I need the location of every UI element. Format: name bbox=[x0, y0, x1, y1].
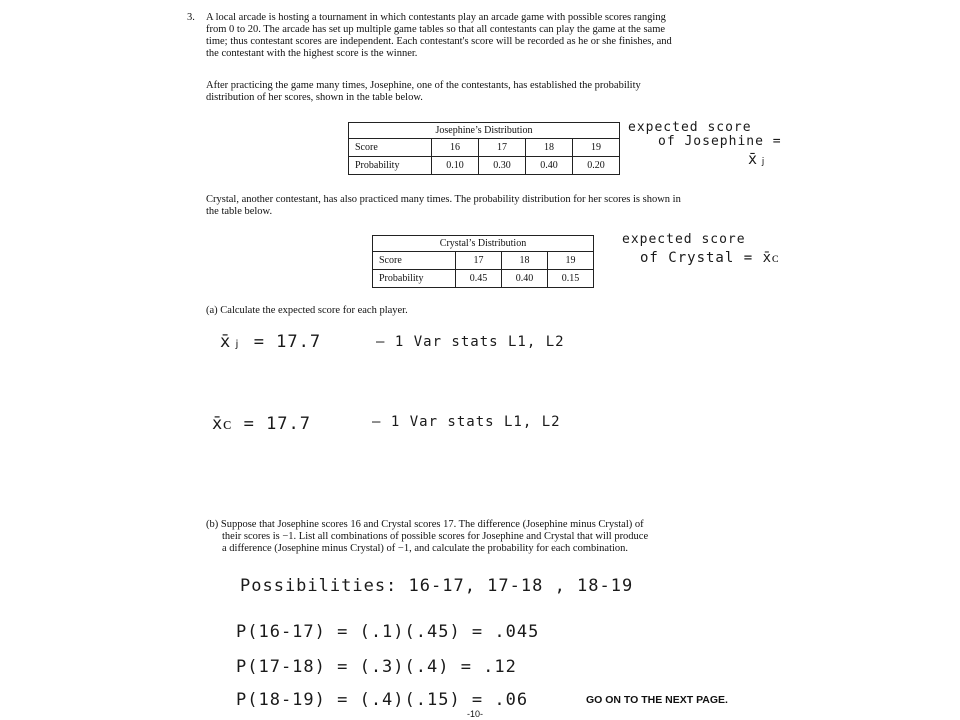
josephine-probability-cell: 0.40 bbox=[526, 157, 573, 175]
part-b-line-2: their scores is −1. List all combinations of possible scores for Josephine and Crystal that will produce bbox=[222, 531, 649, 542]
go-on-next-page: GO ON TO THE NEXT PAGE. bbox=[586, 694, 728, 706]
hw-xj-answer: x̄ⱼ = 17.7 bbox=[220, 332, 322, 352]
josephine-score-cell: 17 bbox=[479, 139, 526, 157]
hw-xj-method: – 1 Var stats L1, L2 bbox=[376, 334, 565, 350]
hw-probability-18-19: P(18-19) = (.4)(.15) = .06 bbox=[236, 690, 529, 710]
part-b-line-3: a difference (Josephine minus Crystal) of −1, and calculate the probability for each combination. bbox=[222, 543, 629, 554]
crystal-probability-cell: 0.15 bbox=[548, 270, 594, 288]
hw-note-crystal-1: expected score bbox=[622, 232, 746, 247]
intro-line-4: the contestant with the highest score is the winner. bbox=[206, 48, 418, 59]
crystal-score-cell: 17 bbox=[456, 252, 502, 270]
intro-line-1: A local arcade is hosting a tournament in which contestants play an arcade game with possible scores ranging bbox=[206, 12, 666, 23]
hw-note-josephine-1: expected score bbox=[628, 120, 752, 135]
hw-probability-17-18: P(17-18) = (.3)(.4) = .12 bbox=[236, 657, 517, 677]
part-a-prompt: (a) Calculate the expected score for each player. bbox=[206, 305, 408, 316]
josephine-distribution-table bbox=[348, 122, 620, 175]
intro-line-2: from 0 to 20. The arcade has set up multiple game tables so that all contestants can play the game at the same bbox=[206, 24, 666, 35]
josephine-table-caption: Josephine’s Distribution bbox=[349, 123, 620, 139]
josephine-score-cell: 19 bbox=[573, 139, 620, 157]
josephine-score-label: Score bbox=[349, 139, 432, 157]
crystal-table-caption: Crystal’s Distribution bbox=[373, 236, 594, 252]
josephine-score-cell: 16 bbox=[432, 139, 479, 157]
crystal-score-label: Score bbox=[373, 252, 456, 270]
hw-note-josephine-3: x̄ⱼ bbox=[748, 150, 769, 168]
crystal-probability-cell: 0.40 bbox=[502, 270, 548, 288]
hw-note-josephine-2: of Josephine = bbox=[658, 134, 782, 149]
hw-xc-answer: x̄ᴄ = 17.7 bbox=[212, 414, 312, 434]
crystal-probability-cell: 0.45 bbox=[456, 270, 502, 288]
josephine-text-line-1: After practicing the game many times, Josephine, one of the contestants, has established the probability bbox=[206, 80, 641, 91]
hw-possibilities: Possibilities: 16-17, 17-18 , 18-19 bbox=[240, 576, 634, 596]
part-b-line-1: (b) Suppose that Josephine scores 16 and Crystal scores 17. The difference (Josephine minus Crystal) of bbox=[206, 519, 644, 530]
crystal-text-line-1: Crystal, another contestant, has also practiced many times. The probability distribution for her scores is shown in bbox=[206, 194, 681, 205]
josephine-probability-label: Probability bbox=[349, 157, 432, 175]
question-number: 3. bbox=[187, 12, 195, 23]
josephine-text-line-2: distribution of her scores, shown in the table below. bbox=[206, 92, 423, 103]
crystal-text-line-2: the table below. bbox=[206, 206, 273, 217]
crystal-score-cell: 18 bbox=[502, 252, 548, 270]
josephine-probability-cell: 0.30 bbox=[479, 157, 526, 175]
crystal-score-cell: 19 bbox=[548, 252, 594, 270]
josephine-probability-cell: 0.20 bbox=[573, 157, 620, 175]
hw-xc-method: – 1 Var stats L1, L2 bbox=[372, 414, 561, 430]
crystal-distribution-table bbox=[372, 235, 594, 288]
intro-line-3: time; thus contestant scores are independent. Each contestant's score will be recorded as he or she finishes, and bbox=[206, 36, 672, 47]
josephine-score-cell: 18 bbox=[526, 139, 573, 157]
crystal-probability-label: Probability bbox=[373, 270, 456, 288]
page-number: -10- bbox=[467, 709, 484, 719]
hw-probability-16-17: P(16-17) = (.1)(.45) = .045 bbox=[236, 622, 540, 642]
josephine-probability-cell: 0.10 bbox=[432, 157, 479, 175]
hw-note-crystal-2: of Crystal = x̄ᴄ bbox=[640, 250, 780, 266]
